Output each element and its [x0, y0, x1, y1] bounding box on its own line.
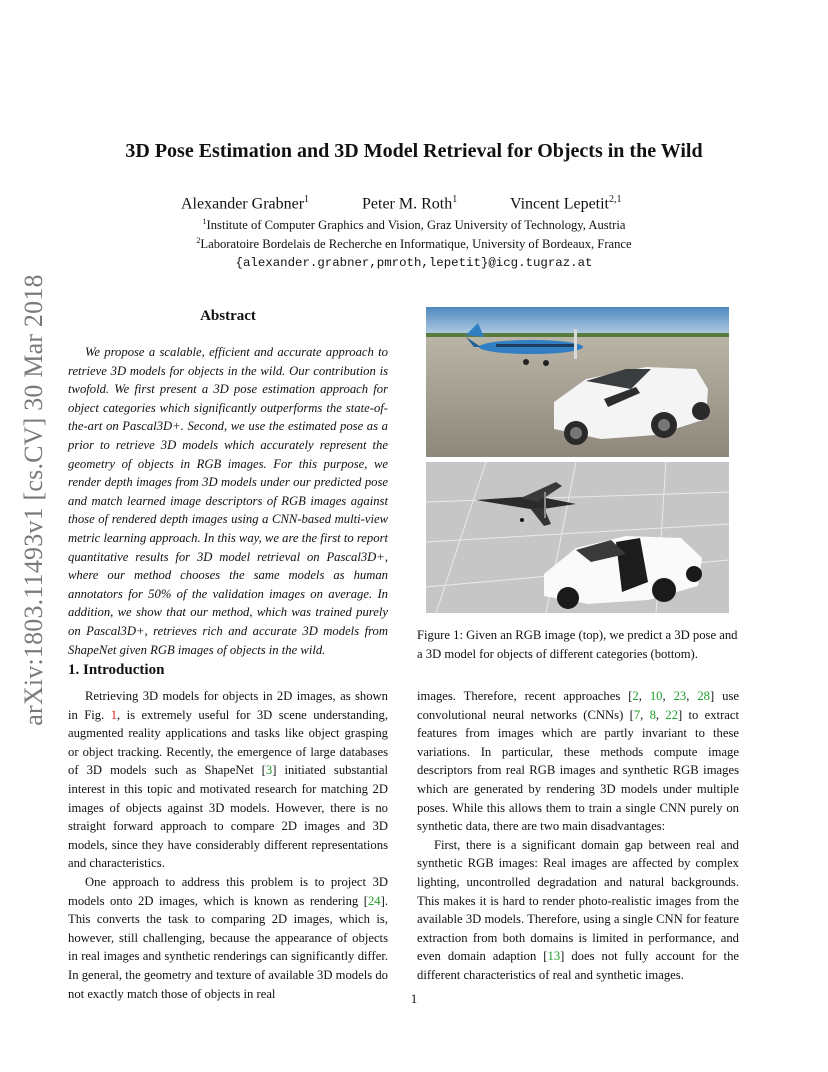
rendered-models-icon — [426, 462, 729, 613]
author-3: Vincent Lepetit$^{2,1}$ — [510, 194, 622, 213]
author-1: Alexander Grabner$^1$ — [181, 194, 310, 213]
figure-1-rendered-models — [426, 462, 729, 613]
photo-airplane-car-icon — [426, 307, 729, 457]
paper-title: 3D Pose Estimation and 3D Model Retrieval for Objects in the Wild — [125, 140, 703, 162]
abstract-heading: Abstract — [200, 308, 256, 324]
intro-paragraph-3: images. Therefore, recent approaches [2, 10, 23, 28] use convolutional neural networks (CNNs) [7, 8, 22] to extract features from images which are partly invariant to these variations. In particular, these methods compute image descriptors from real RGB images and synthetic RGB images which are generated by rendering 3D models under multiple poses. While this allows them to train a single CNN purely on synthetic data, there are two main disadvantages: — [417, 689, 740, 834]
affiliation-1: $^1$Institute of Computer Graphics and Vision, Graz University of Technology, Austria — [202, 217, 626, 233]
author-emails: {alexander.grabner,pmroth,lepetit}@icg.tugraz.at — [235, 256, 593, 270]
arxiv-id: arXiv:1803.11493v1 [cs.CV] 30 Mar 2018 — [19, 274, 48, 726]
page-number: 1 — [410, 991, 418, 1006]
figure-1-caption: Figure 1: Given an RGB image (top), we predict a 3D pose and a 3D model for objects of different categories (bottom). — [417, 628, 738, 661]
intro-heading: 1. Introduction — [68, 662, 165, 678]
intro-paragraph-4: First, there is a significant domain gap between real and synthetic RGB images: Real images are affected by complex lighting, uncontrolled degradation and natural backgrounds. This makes it is hard to render photo-realistic images from the available 3D models. Therefore, using a single CNN for feature extraction from both domains is limited in performance, and even domain adaption [13] does not fully account for the different characteristics of real and synthetic images. — [417, 837, 739, 982]
author-2: Peter M. Roth$^1$ — [362, 194, 458, 213]
intro-left-column — [68, 687, 388, 1003]
figure-1-real-photo — [426, 307, 729, 457]
intro-right-column — [417, 687, 739, 985]
affiliation-2: $^2$Laboratoire Bordelais de Recherche en Informatique, University of Bordeaux, France — [196, 236, 632, 252]
abstract-body — [68, 343, 388, 659]
intro-paragraph-2: One approach to address this problem is to project 3D models onto 2D images, which is known as rendering [24]. This converts the task to comparing 2D images, which is, however, still challenging, because the appearance of objects in real images and synthetic renderings can significantly differ. In general, the geometry and texture of available 3D models do not exactly match those of objects in real — [68, 874, 388, 1001]
intro-paragraph-1: Retrieving 3D models for objects in 2D images, as shown in Fig. 1, is extremely useful for 3D scene understanding, augmented reality applications and tasks like object grasping or object tracking. Recently, the emergence of large databases of 3D models such as ShapeNet [3] initiated substantial interest in this topic and motivated research for matching 2D images of objects against 3D models. However, there is no straight forward approach to compare 2D images and 3D models, since they have considerably different representations and characteristics. — [68, 689, 388, 871]
abstract-text: We propose a scalable, efficient and accurate approach to retrieve 3D models for objects in the wild. Our contribution is twofold. We first present a 3D pose estimation approach for object categories which significantly outperforms the state-of-the-art on Pascal3D+. Second, we use the estimated pose as a prior to retrieve 3D models which accurately represent the geometry of objects in RGB images. For this purpose, we render depth images from 3D models under our predicted pose and match learned image descriptors of RGB images against those of rendered depth images using a CNN-based multi-view metric learning approach. In this way, we are the first to report quantitative results for 3D model retrieval on Pascal3D+, where our method chooses the same models as human annotators for 50% of the validation images on average. In addition, we show that our method, which was trained purely on Pascal3D+, retrieves rich and accurate 3D models from ShapeNet given RGB images of objects in the wild. — [68, 345, 388, 657]
